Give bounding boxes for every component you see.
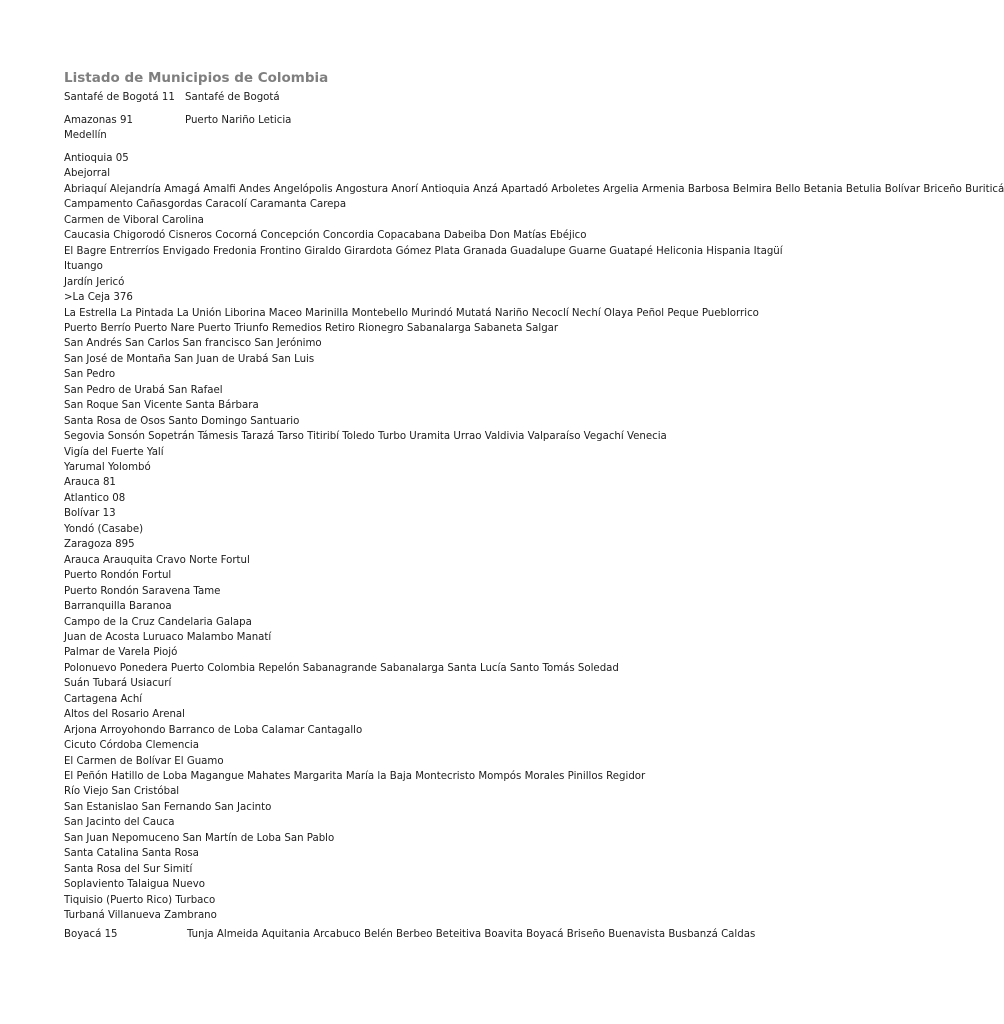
- list-line: El Carmen de Bolívar El Guamo: [64, 755, 224, 767]
- list-line: Altos del Rosario Arenal: [64, 709, 186, 721]
- list-line: Santa Catalina Santa Rosa: [64, 848, 199, 860]
- list-line: Barranquilla Baranoa: [64, 601, 172, 613]
- list-line: San Jacinto del Cauca: [64, 817, 175, 829]
- list-line: >La Ceja 376: [64, 292, 133, 304]
- department-row-boyaca: Boyacá 15: [64, 929, 118, 940]
- list-line: Caucasia Chigorodó Cisneros Cocorná Concepción Concordia Copacabana Dabeiba Don Matías Ebéjico: [64, 230, 587, 242]
- list-line: San Roque San Vicente Santa Bárbara: [64, 400, 259, 412]
- list-line: San Estanislao San Fernando San Jacinto: [64, 801, 272, 813]
- list-line: La Estrella La Pintada La Unión Liborina Maceo Marinilla Montebello Murindó Mutatá Nariño Necoclí Nechí Olaya Peñol Peque Pueblorrico: [64, 307, 759, 319]
- department-row-amazonas: Amazonas 91: [64, 115, 133, 126]
- list-line: Puerto Rondón Fortul: [64, 570, 172, 582]
- list-line: Campo de la Cruz Candelaria Galapa: [64, 616, 252, 628]
- list-line: Yarumal Yolombó: [64, 462, 151, 473]
- list-line: San Andrés San Carlos San francisco San Jerónimo: [64, 338, 322, 350]
- list-line: El Peñón Hatillo de Loba Magangue Mahates Margarita María la Baja Montecristo Mompós Morales Pinillos Regidor: [64, 771, 646, 782]
- list-line: Polonuevo Ponedera Puerto Colombia Repelón Sabanagrande Sabanalarga Santa Lucía Santo Tomás Soledad: [64, 662, 619, 674]
- list-line: Soplaviento Talaigua Nuevo: [64, 879, 205, 891]
- list-line: San Pedro de Urabá San Rafael: [64, 384, 223, 396]
- list-line: Antioquia 05: [64, 153, 129, 164]
- list-line: Puerto Berrío Puerto Nare Puerto Triunfo Remedios Retiro Rionegro Sabanalarga Sabaneta Salgar: [64, 322, 559, 334]
- list-line: Abejorral: [64, 168, 111, 180]
- list-line: Río Viejo San Cristóbal: [64, 786, 180, 798]
- list-line: Vigía del Fuerte Yalí: [64, 446, 164, 458]
- list-line: Santa Rosa de Osos Santo Domingo Santuario: [64, 415, 300, 427]
- list-line: Cartagena Achí: [64, 693, 143, 705]
- list-line: Arauca Arauquita Cravo Norte Fortul: [64, 554, 250, 566]
- list-line: Cicuto Córdoba Clemencia: [64, 740, 200, 752]
- list-line: Turbaná Villanueva Zambrano: [64, 910, 217, 922]
- department-row-bogota-municipalities: Santafé de Bogotá: [185, 92, 280, 103]
- list-line: Atlantico 08: [64, 492, 126, 504]
- list-line: El Bagre Entrerríos Envigado Fredonia Frontino Giraldo Girardota Gómez Plata Granada Guadalupe Guarne Guatapé Heliconia Hispania Itagüí: [64, 245, 783, 257]
- list-line: Tiquisio (Puerto Rico) Turbaco: [64, 894, 216, 906]
- list-line: Ituango: [64, 261, 103, 273]
- list-line: Bolívar 13: [64, 508, 116, 520]
- list-line: Juan de Acosta Luruaco Malambo Manatí: [64, 631, 272, 643]
- list-line: Arauca 81: [64, 477, 116, 489]
- list-line: Zaragoza 895: [64, 539, 135, 551]
- list-line: Arjona Arroyohondo Barranco de Loba Calamar Cantagallo: [64, 724, 363, 736]
- list-line: San Juan Nepomuceno San Martín de Loba San Pablo: [64, 832, 335, 844]
- list-line: Segovia Sonsón Sopetrán Támesis Tarazá Tarso Titiribí Toledo Turbo Uramita Urrao Valdivia Valparaíso Vegachí Venecia: [64, 431, 667, 443]
- list-line: Suán Tubará Usiacurí: [64, 678, 172, 690]
- list-line: Abriaquí Alejandría Amagá Amalfi Andes Angelópolis Angostura Anorí Antioquia Anzá Apartadó Arboletes Argelia Armenia Barbosa Belmira Bello Betania Betulia Bolívar Briceño Buriticá: [64, 183, 1004, 195]
- department-row-boyaca-municipalities: Tunja Almeida Aquitania Arcabuco Belén Berbeo Beteitiva Boavita Boyacá Briseño Buenavista Busbanzá Caldas: [187, 929, 756, 940]
- list-line: Yondó (Casabe): [64, 523, 144, 535]
- list-line: Palmar de Varela Piojó: [64, 647, 178, 659]
- list-line: Puerto Rondón Saravena Tame: [64, 585, 221, 597]
- list-line: Medellín: [64, 130, 107, 141]
- list-line: Jardín Jericó: [64, 276, 125, 288]
- list-line: Carmen de Viboral Carolina: [64, 214, 204, 226]
- department-row-bogota: Santafé de Bogotá 11: [64, 92, 175, 103]
- department-row-amazonas-municipalities: Puerto Nariño Leticia: [185, 115, 292, 126]
- list-line: Santa Rosa del Sur Simití: [64, 863, 193, 875]
- document-title: Listado de Municipios de Colombia: [64, 70, 329, 86]
- list-line: San Pedro: [64, 369, 116, 381]
- list-line: San José de Montaña San Juan de Urabá San Luis: [64, 353, 315, 365]
- list-line: Campamento Cañasgordas Caracolí Caramanta Carepa: [64, 199, 347, 211]
